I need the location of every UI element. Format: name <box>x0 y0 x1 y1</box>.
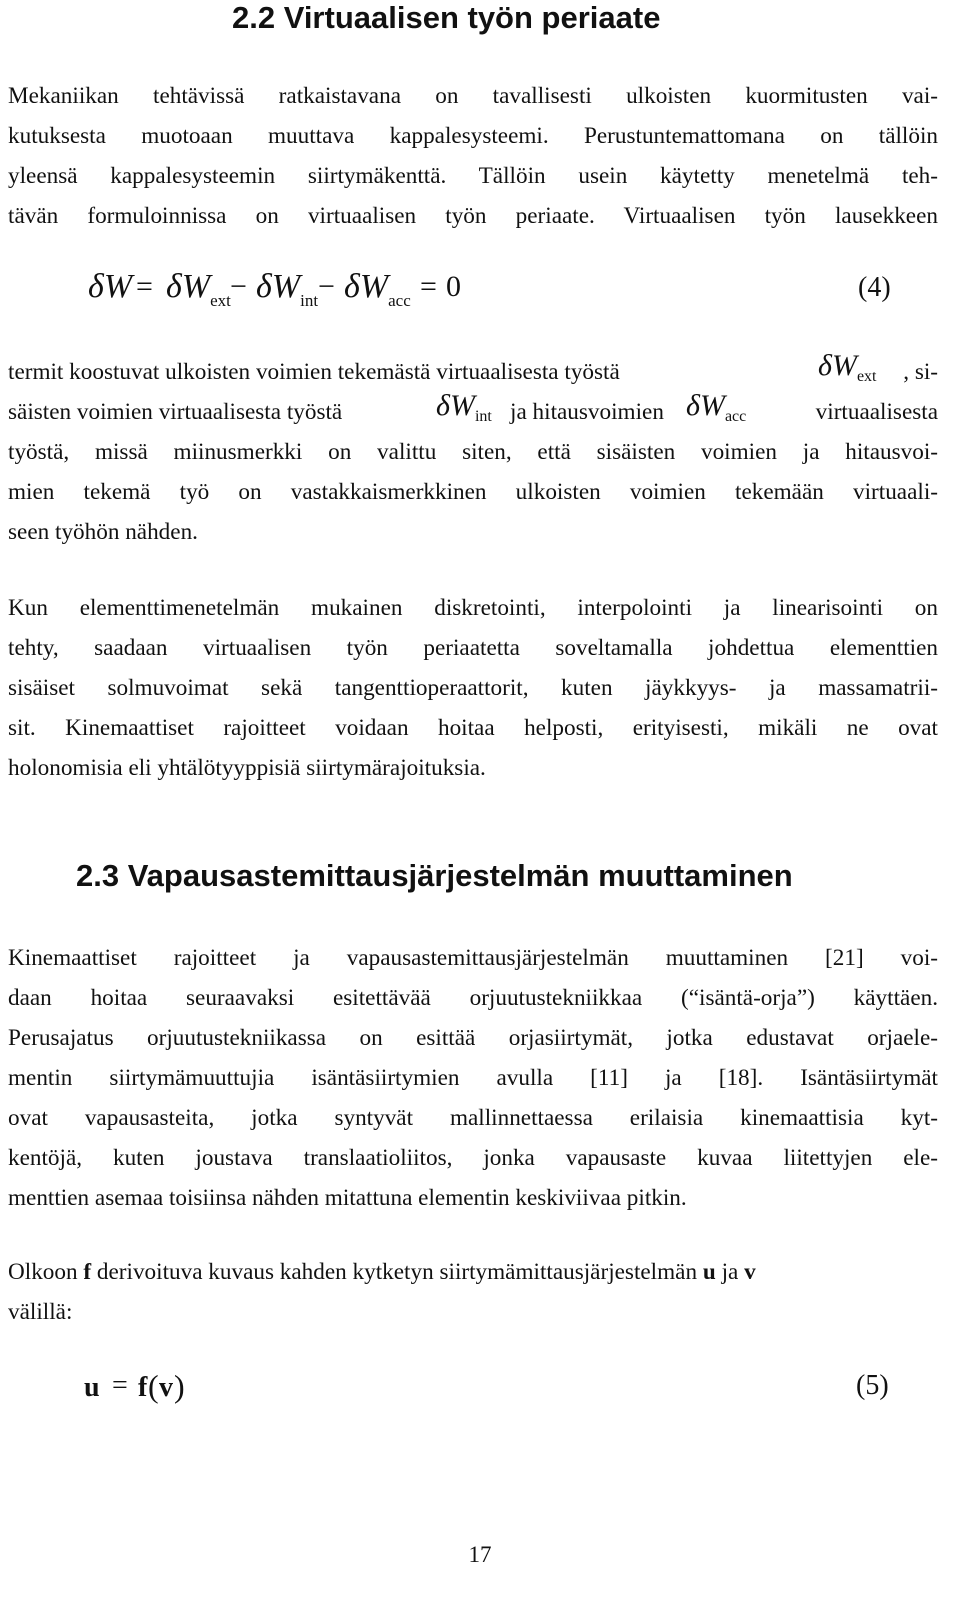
text-line: seen työhön nähden. <box>8 519 198 545</box>
page-number: 17 <box>468 1542 492 1567</box>
paragraph <box>8 76 938 236</box>
equals-sign: = <box>420 270 437 303</box>
text-line: sit. Kinemaattiset rajoitteet voidaan hoitaa helposti, erityisesti, mikäli ne ovat <box>8 715 938 741</box>
text-line: välillä: <box>8 1299 73 1325</box>
section-heading-2-2: 2.2 Virtuaalisen työn periaate <box>232 0 661 35</box>
paragraph <box>8 1252 938 1332</box>
text-line: työstä, missä miinusmerkki on valittu siten, että sisäisten voimien ja hitausvoi- <box>8 439 938 465</box>
symbol-f: f <box>83 1259 92 1285</box>
text-line: kutuksesta muotoaan muuttava kappalesysteemi. Perustuntemattomana on tällöin <box>8 123 938 149</box>
equals-sign: = <box>136 270 153 303</box>
text-line: kentöjä, kuten joustava translaatioliitos, jonka vapausaste kuvaa liitettyjen ele- <box>8 1145 938 1171</box>
delta-symbol: δ <box>166 268 182 305</box>
paragraph <box>8 938 938 1218</box>
minus-sign: − <box>318 270 335 303</box>
text-line: daan hoitaa seuraavaksi esitettävää orjuutustekniikkaa (“isäntä-orja”) käyttäen. <box>8 985 938 1011</box>
section-heading-2-3: 2.3 Vapausastemittausjärjestelmän muuttaminen <box>76 858 793 893</box>
work-symbol: W <box>271 268 301 305</box>
text-line: tehty, saadaan virtuaalisen työn periaatetta soveltamalla johdettua elementtien <box>8 635 938 661</box>
equation-5 <box>0 1370 960 1420</box>
vector-u: u <box>84 1372 100 1403</box>
text-line: Kinemaattiset rajoitteet ja vapausastemittausjärjestelmän muuttaminen [21] voi- <box>8 945 938 971</box>
text-line: mien tekemä työ on vastakkaismerkkinen ulkoisten voimien tekemään virtuaali- <box>8 479 938 505</box>
inline-delta-w-int: $\delta W_{int}$ <box>436 389 492 425</box>
right-paren: ) <box>174 1368 185 1404</box>
symbol-u: u <box>702 1259 716 1285</box>
text-line: yleensä kappalesysteemin siirtymäkenttä. Tällöin usein käytetty menetelmä teh- <box>8 163 938 189</box>
delta-symbol: δ <box>88 268 104 305</box>
inline-delta-w-acc: $\delta W_{acc}$ <box>686 389 747 425</box>
text-line: Olkoon f derivoituva kuvaus kahden kytketyn siirtymämittausjärjestelmän u ja v <box>8 1259 756 1285</box>
paragraph <box>8 588 938 788</box>
equation-4 <box>0 268 960 318</box>
inline-delta-w-ext: $\delta W_{ext}$ <box>818 349 877 385</box>
text-line: tävän formuloinnissa on virtuaalisen työn periaate. Virtuaalisen työn lausekkeen <box>8 203 938 229</box>
work-symbol: W <box>181 268 211 305</box>
equation-number-5: (5) <box>856 1370 889 1401</box>
equation-number-4: (4) <box>858 272 891 303</box>
vector-v: v <box>159 1372 173 1403</box>
text-line: termit koostuvat ulkoisten voimien tekemästä virtuaalisesta työstä $\delta W_{ext}$ , si- <box>8 352 938 392</box>
delta-symbol: δ <box>344 268 360 305</box>
function-f: f <box>138 1372 148 1403</box>
equals-sign: = <box>112 1370 128 1401</box>
text-line: mentin siirtymämuuttujia isäntäsiirtymien avulla [11] ja [18]. Isäntäsiirtymät <box>8 1065 938 1091</box>
text-line: menttien asemaa toisiinsa nähden mitattuna elementin keskiviivaa pitkin. <box>8 1185 687 1211</box>
subscript-int: int <box>300 291 319 310</box>
text-line: Mekaniikan tehtävissä ratkaistavana on tavallisesti ulkoisten kuormitusten vai- <box>8 83 938 109</box>
subscript-acc: acc <box>388 291 411 310</box>
symbol-v: v <box>744 1259 756 1285</box>
text-line: Kun elementtimenetelmän mukainen diskretointi, interpolointi ja linearisointi on <box>8 595 938 621</box>
text-line: ovat vapausasteita, jotka syntyvät mallinnettaessa erilaisia kinemaattisia kyt- <box>8 1105 938 1131</box>
text-line: Perusajatus orjuutustekniikassa on esittää orjasiirtymät, jotka edustavat orjaele- <box>8 1025 938 1051</box>
text-line: säisten voimien virtuaalisesta työstä $\delta W_{int}$ ja hitausvoimien $\delta W_{acc}$ virtuaalisesta <box>8 392 938 432</box>
work-symbol: W <box>103 268 133 305</box>
subscript-ext: ext <box>210 291 231 310</box>
minus-sign: − <box>230 270 247 303</box>
zero: 0 <box>446 270 461 303</box>
work-symbol: W <box>359 268 389 305</box>
delta-symbol: δ <box>256 268 272 305</box>
text-line: holonomisia eli yhtälötyyppisiä siirtymärajoituksia. <box>8 755 486 781</box>
text-line: sisäiset solmuvoimat sekä tangenttioperaattorit, kuten jäykkyys- ja massamatrii- <box>8 675 938 701</box>
left-paren: ( <box>148 1368 159 1404</box>
paragraph <box>8 349 938 552</box>
